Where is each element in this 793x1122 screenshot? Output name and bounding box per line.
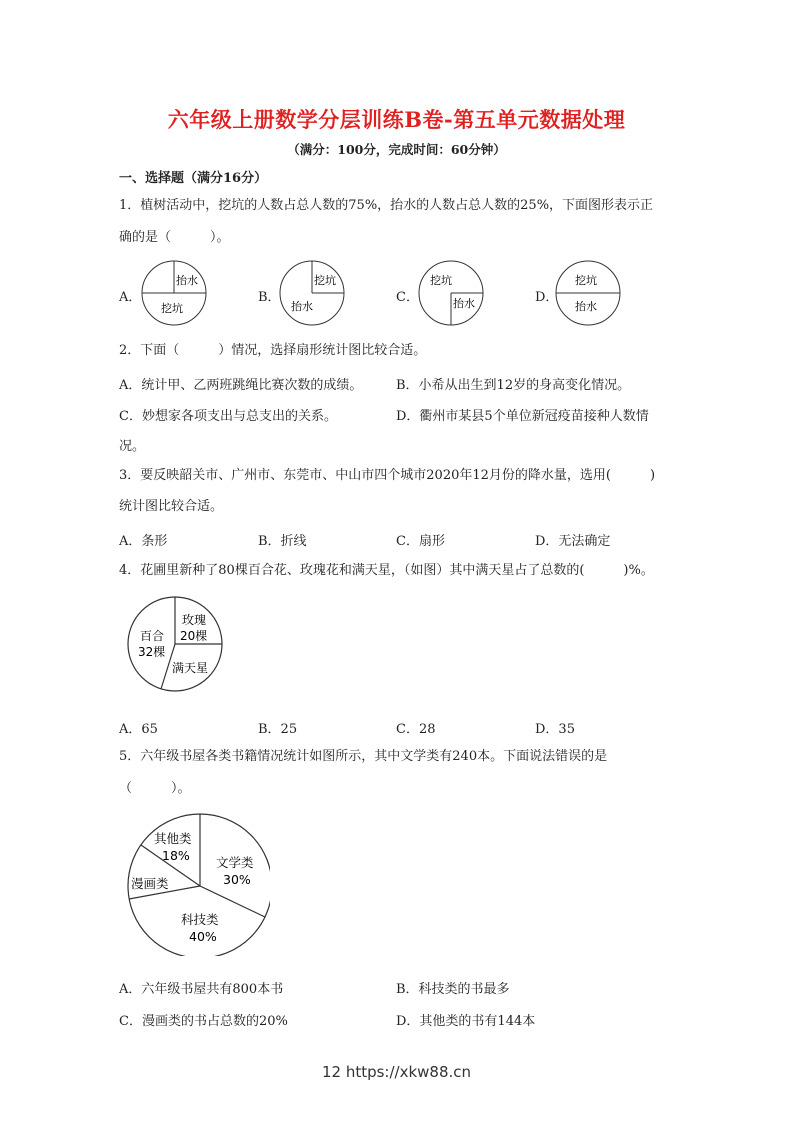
q1-a-label-bottom: 挖坑 [161, 302, 183, 315]
q1-b-label-top: 挖坑 [314, 274, 336, 287]
q4-label-rose: 玫瑰 [182, 613, 207, 627]
q4-option-a: A．65 [119, 722, 158, 737]
page-title: 六年级上册数学分层训练B卷-第五单元数据处理 [167, 107, 626, 132]
q4-label-rose-count: 20棵 [180, 629, 208, 643]
q5-label-other-pct: 18% [162, 848, 190, 863]
q4-label-star: 满天星 [172, 661, 209, 675]
q4-label-lily-count: 32棵 [138, 645, 166, 659]
q2-option-d: D．衢州市某县5个单位新冠疫苗接种人数情 [396, 409, 649, 424]
q3-stem-line1: 3．要反映韶关市、广州市、东莞市、中山市四个城市2020年12月份的降水量，选用( ) [119, 468, 656, 483]
q5-label-literature-pct: 30% [223, 872, 251, 887]
q1-c-label-top: 挖坑 [430, 274, 452, 287]
q1-option-d-pie [553, 260, 623, 330]
q5-stem-line2: （ ）。 [119, 781, 191, 796]
q1-option-a-pie [139, 260, 209, 330]
q5-pie-chart [124, 810, 270, 956]
q1-a-label-top: 抬水 [176, 274, 198, 287]
q5-option-a: A．六年级书屋共有800本书 [119, 982, 284, 997]
q1-option-c-pie [416, 260, 486, 330]
q5-label-literature: 文学类 [216, 855, 254, 870]
q3-option-d: D．无法确定 [535, 534, 611, 549]
q1-option-d-letter: D． [535, 290, 559, 305]
q5-label-comic: 漫画类 [131, 876, 169, 891]
q4-option-b: B．25 [258, 722, 298, 737]
q1-stem-line1: 1．植树活动中，挖坑的人数占总人数的75%，抬水的人数占总人数的25%，下面图形表示正 [119, 198, 654, 213]
section-heading: 一、选择题（满分16分） [119, 171, 268, 186]
q3-option-a: A．条形 [119, 534, 168, 549]
q5-label-science: 科技类 [181, 912, 219, 927]
q1-option-c-letter: C． [396, 290, 419, 305]
q1-b-label-bottom: 抬水 [291, 300, 313, 313]
q2-stem: 2．下面（ ）情况，选择扇形统计图比较合适。 [119, 343, 427, 358]
q5-label-science-pct: 40% [189, 929, 217, 944]
page-subtitle: （满分：100分，完成时间：60分钟） [287, 142, 506, 157]
q5-option-b: B．科技类的书最多 [396, 982, 510, 997]
q5-option-c: C．漫画类的书占总数的20% [119, 1014, 288, 1029]
q2-option-b: B．小希从出生到12岁的身高变化情况。 [396, 378, 631, 393]
q5-label-other: 其他类 [154, 831, 192, 846]
q3-option-c: C．扇形 [396, 534, 445, 549]
q4-option-c: C．28 [396, 722, 436, 737]
q4-stem: 4．花圃里新种了80棵百合花、玫瑰花和满天星，（如图）其中满天星占了总数的( )%。 [119, 563, 654, 578]
q4-option-d: D．35 [535, 722, 575, 737]
q1-stem-line2: 确的是（ ）。 [119, 230, 230, 245]
q1-d-label-bottom: 抬水 [575, 300, 597, 313]
q1-option-a-letter: A． [119, 290, 142, 305]
q1-d-label-top: 挖坑 [575, 274, 597, 287]
q3-option-b: B．折线 [258, 534, 307, 549]
q5-stem-line1: 5．六年级书屋各类书籍情况统计如图所示，其中文学类有240本。下面说法错误的是 [119, 749, 608, 764]
q4-pie-chart [124, 596, 228, 696]
q4-label-lily: 百合 [140, 629, 165, 643]
q1-option-b-pie [277, 260, 347, 330]
q2-option-a: A．统计甲、乙两班跳绳比赛次数的成绩。 [119, 378, 363, 393]
page-footer: 12 https://xkw88.cn [321, 1063, 472, 1081]
q3-stem-line2: 统计图比较合适。 [119, 499, 224, 514]
q1-c-label-bottom: 抬水 [453, 297, 475, 310]
q2-option-c: C．妙想家各项支出与总支出的关系。 [119, 409, 337, 424]
q2-option-d-cont: 况。 [119, 439, 146, 454]
q1-option-b-letter: B． [258, 290, 281, 305]
q5-option-d: D．其他类的书有144本 [396, 1014, 536, 1029]
